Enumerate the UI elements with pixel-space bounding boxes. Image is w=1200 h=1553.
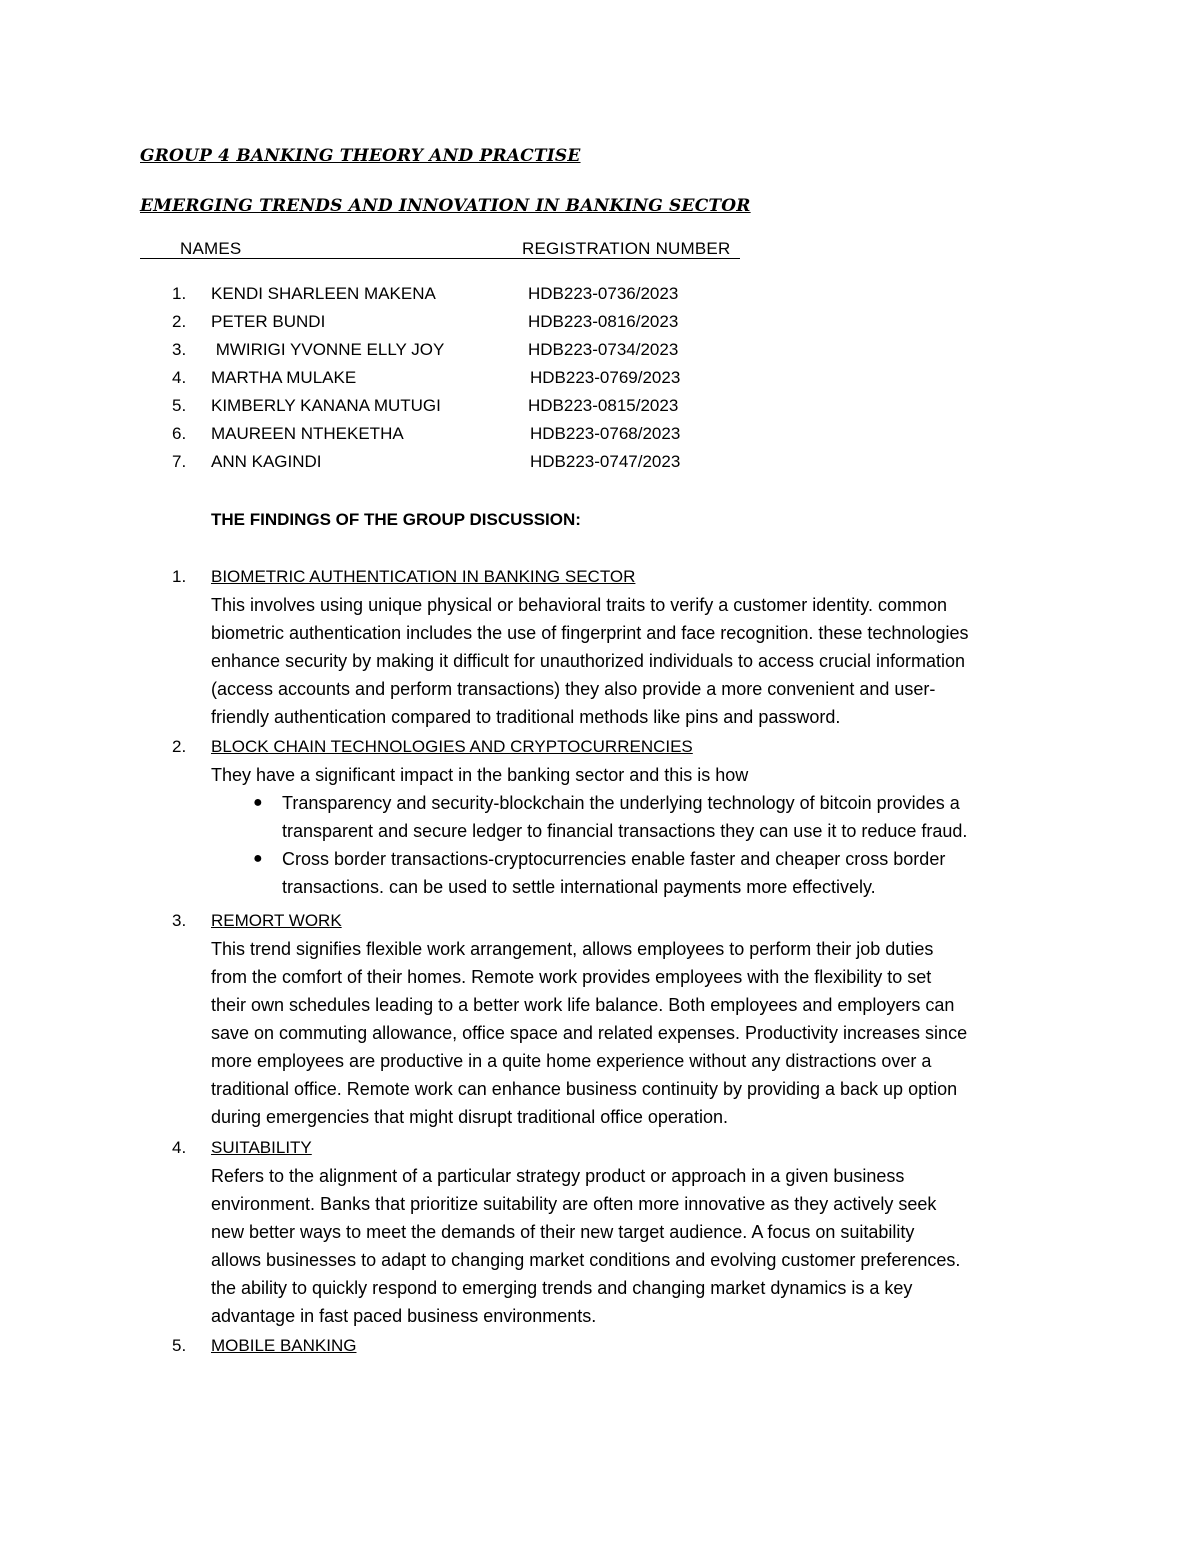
paragraph-line: traditional office. Remote work can enhance business continuity by providing a back up option	[211, 1079, 958, 1099]
paragraph-line: (access accounts and perform transactions) they also provide a more convenient and user-	[211, 679, 936, 699]
paragraph-line: This trend signifies flexible work arrangement, allows employees to perform their job duties	[211, 939, 934, 959]
member-name: PETER BUNDI	[211, 312, 326, 331]
bullet-icon: ●	[253, 794, 263, 811]
section-number: 2.	[172, 737, 187, 756]
member-name: MAUREEN NTHEKETHA	[211, 424, 404, 443]
bullet-icon: ●	[253, 850, 263, 867]
member-registration: HDB223-0769/2023	[530, 368, 681, 387]
section-number: 1.	[172, 567, 187, 586]
paragraph-line: biometric authentication includes the use of fingerprint and face recognition. these technologies	[211, 623, 969, 643]
section-title: BLOCK CHAIN TECHNOLOGIES AND CRYPTOCURRENCIES	[211, 737, 693, 756]
member-number: 4.	[172, 368, 187, 387]
section-title: SUITABILITY	[211, 1138, 312, 1157]
section-number: 5.	[172, 1336, 187, 1355]
names-column-header: NAMES	[180, 239, 242, 258]
member-number: 2.	[172, 312, 187, 331]
paragraph-line: Refers to the alignment of a particular strategy product or approach in a given business	[211, 1166, 905, 1186]
bullet-line: Cross border transactions-cryptocurrencies enable faster and cheaper cross border	[282, 849, 946, 869]
paragraph-line: save on commuting allowance, office space and related expenses. Productivity increases since	[211, 1023, 968, 1043]
member-number: 7.	[172, 452, 187, 471]
header-underline	[140, 258, 740, 259]
section-number: 4.	[172, 1138, 187, 1157]
member-number: 1.	[172, 284, 187, 303]
paragraph-line: during emergencies that might disrupt traditional office operation.	[211, 1107, 728, 1127]
registration-column-header: REGISTRATION NUMBER	[522, 239, 731, 258]
member-name: KENDI SHARLEEN MAKENA	[211, 284, 436, 303]
member-registration: HDB223-0815/2023	[528, 396, 679, 415]
bullet-line: transactions. can be used to settle international payments more effectively.	[282, 877, 876, 897]
paragraph-line: new better ways to meet the demands of their new target audience. A focus on suitability	[211, 1222, 915, 1242]
member-registration: HDB223-0768/2023	[530, 424, 681, 443]
member-name: MWIRIGI YVONNE ELLY JOY	[211, 340, 445, 359]
paragraph-line: environment. Banks that prioritize suitability are often more innovative as they actively seek	[211, 1194, 937, 1214]
member-name: MARTHA MULAKE	[211, 368, 357, 387]
member-registration: HDB223-0734/2023	[528, 340, 679, 359]
paragraph-line: more employees are productive in a quite home experience without any distractions over a	[211, 1051, 932, 1071]
member-number: 3.	[172, 340, 187, 359]
paragraph-line: allows businesses to adapt to changing market conditions and evolving customer preferences.	[211, 1250, 961, 1270]
member-registration: HDB223-0736/2023	[528, 284, 679, 303]
section-title: REMORT WORK	[211, 911, 342, 930]
paragraph-line: This involves using unique physical or behavioral traits to verify a customer identity. common	[211, 595, 947, 615]
member-registration: HDB223-0816/2023	[528, 312, 679, 331]
paragraph-line: advantage in fast paced business environments.	[211, 1306, 597, 1326]
paragraph-line: their own schedules leading to a better work life balance. Both employees and employers can	[211, 995, 955, 1015]
member-number: 5.	[172, 396, 187, 415]
paragraph-line: the ability to quickly respond to emerging trends and changing market dynamics is a key	[211, 1278, 913, 1298]
findings-heading: THE FINDINGS OF THE GROUP DISCUSSION:	[211, 510, 581, 529]
paragraph-line: friendly authentication compared to traditional methods like pins and password.	[211, 707, 841, 727]
member-name: ANN KAGINDI	[211, 452, 322, 471]
bullet-line: Transparency and security-blockchain the underlying technology of bitcoin provides a	[282, 793, 960, 813]
member-registration: HDB223-0747/2023	[530, 452, 681, 471]
member-number: 6.	[172, 424, 187, 443]
paragraph-line: enhance security by making it difficult for unauthorized individuals to access crucial information	[211, 651, 966, 671]
document-title: GROUP 4 BANKING THEORY AND PRACTISE	[140, 146, 581, 166]
bullet-line: transparent and secure ledger to financial transactions they can use it to reduce fraud.	[282, 821, 968, 841]
section-title: BIOMETRIC AUTHENTICATION IN BANKING SECTOR	[211, 567, 636, 586]
paragraph-line: They have a significant impact in the banking sector and this is how	[211, 765, 749, 785]
paragraph-line: from the comfort of their homes. Remote work provides employees with the flexibility to set	[211, 967, 932, 987]
section-title: MOBILE BANKING	[211, 1336, 357, 1355]
member-name: KIMBERLY KANANA MUTUGI	[211, 396, 441, 415]
section-number: 3.	[172, 911, 187, 930]
document-subtitle: EMERGING TRENDS AND INNOVATION IN BANKING SECTOR	[140, 196, 751, 216]
